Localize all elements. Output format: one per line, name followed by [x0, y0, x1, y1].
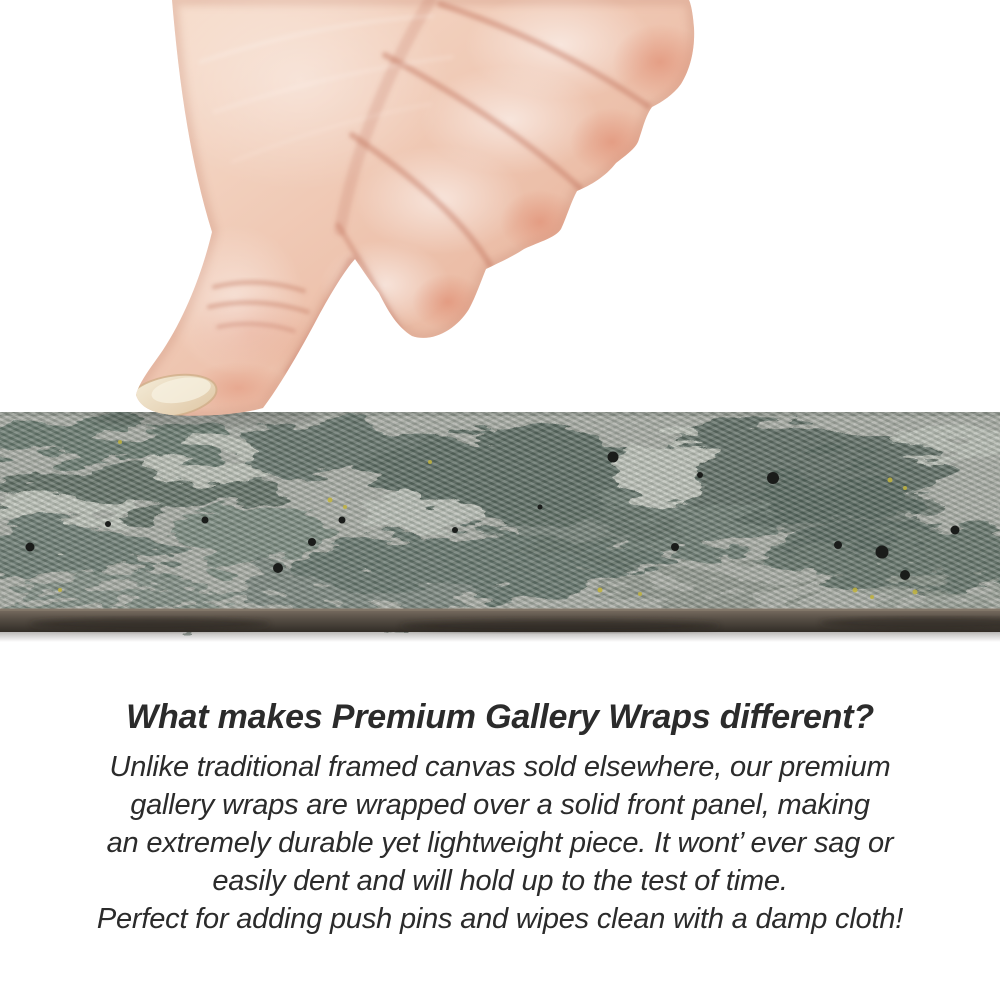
canvas-texture-image — [0, 412, 1000, 642]
caption-line-5: Perfect for adding push pins and wipes clean with a damp cloth! — [96, 903, 904, 935]
thumb — [124, 225, 308, 420]
canvas-side-edge — [0, 608, 1000, 632]
caption-heading: What makes Premium Gallery Wraps different? — [126, 698, 874, 736]
canvas-drop-shadow — [0, 632, 1000, 642]
caption-block — [0, 698, 1000, 938]
hand-photo — [120, 0, 720, 420]
caption-line-4: easily dent and will hold up to the test of time. — [212, 865, 788, 897]
caption-line-2: gallery wraps are wrapped over a solid front panel, making — [130, 789, 870, 821]
caption-line-1: Unlike traditional framed canvas sold elsewhere, our premium — [109, 751, 891, 783]
canvas-strip — [0, 412, 1000, 642]
caption-line-3: an extremely durable yet lightweight piece. It wont’ ever sag or — [106, 827, 894, 859]
canvas-texture — [0, 412, 1000, 614]
hand-illustration — [120, 0, 720, 420]
